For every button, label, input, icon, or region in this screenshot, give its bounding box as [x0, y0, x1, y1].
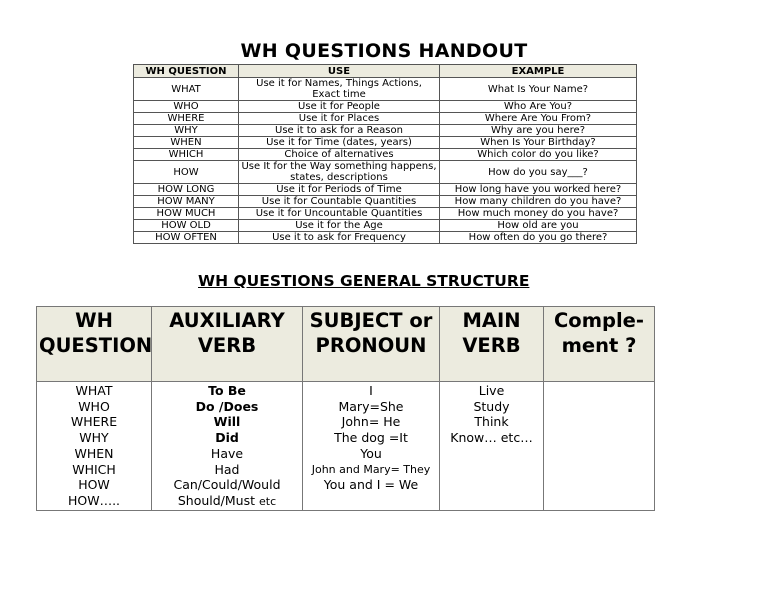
example-cell: Who Are You?	[440, 101, 637, 113]
main-verb	[442, 383, 541, 399]
table-row	[134, 149, 637, 161]
auxiliary-verb-text: To Be	[208, 383, 246, 398]
wh-word	[39, 383, 149, 399]
auxiliary-verb-text: Will	[213, 414, 241, 430]
example-cell: How many children do you have?	[440, 196, 637, 208]
wh-question-cell: HOW LONG	[134, 184, 239, 196]
wh-question-cell: HOW MANY	[134, 196, 239, 208]
wh-words-cell	[37, 382, 152, 511]
auxiliary-verb-text: Have	[210, 445, 244, 461]
wh-questions-use-table	[133, 64, 637, 244]
auxiliary-verb	[154, 399, 300, 415]
wh-question-cell: WHAT	[134, 78, 239, 101]
wh-word-text: HOW	[78, 477, 110, 493]
example-cell: Why are you here?	[440, 125, 637, 137]
table-row	[134, 161, 637, 184]
example-cell: When Is Your Birthday?	[440, 137, 637, 149]
wh-question-cell: WHICH	[134, 149, 239, 161]
auxiliary-verb	[154, 430, 300, 446]
complement-cell	[544, 382, 655, 511]
main-verbs-cell	[440, 382, 544, 511]
column-header-complement: Comple-ment ?	[544, 307, 655, 382]
table-row	[134, 137, 637, 149]
table-row	[134, 125, 637, 137]
table-row	[134, 196, 637, 208]
table-row	[134, 220, 637, 232]
subject-pronoun-text: John= He	[341, 414, 401, 430]
subject-pronoun-text: You	[360, 445, 382, 461]
wh-question-cell: WHERE	[134, 113, 239, 125]
auxiliaries-cell	[152, 382, 303, 511]
auxiliary-verb	[154, 477, 300, 493]
wh-question-cell: HOW OFTEN	[134, 232, 239, 244]
table-header-row	[134, 65, 637, 78]
subject-pronoun	[305, 414, 437, 430]
use-cell: Use it for Periods of Time	[239, 184, 440, 196]
subjects-cell	[303, 382, 440, 511]
wh-question-cell: WHY	[134, 125, 239, 137]
use-cell: Choice of alternatives	[239, 149, 440, 161]
column-header-auxiliary-verb: AUXILIARY VERB	[152, 307, 303, 382]
main-verb-text: Study	[473, 398, 510, 414]
example-cell: What Is Your Name?	[440, 78, 637, 101]
subject-pronoun	[305, 399, 437, 415]
subject-pronoun	[305, 383, 437, 399]
column-header-wh-question: WH QUESTION	[37, 307, 152, 382]
use-cell: Use It for the Way something happens, states, descriptions	[239, 161, 440, 184]
wh-word-text: WHAT	[75, 383, 113, 398]
wh-word-text: WHERE	[70, 414, 118, 430]
column-header-use: USE	[239, 65, 440, 78]
use-cell: Use it for the Age	[239, 220, 440, 232]
wh-word	[39, 446, 149, 462]
auxiliary-verb	[154, 414, 300, 430]
auxiliary-verb-text: Should/Must	[177, 492, 256, 508]
wh-word	[39, 477, 149, 493]
table-row	[37, 382, 655, 511]
wh-word-text: WHO	[78, 398, 110, 414]
table-row	[134, 208, 637, 220]
example-cell: How long have you worked here?	[440, 184, 637, 196]
wh-word	[39, 414, 149, 430]
subject-pronoun	[305, 430, 437, 446]
main-verb	[442, 399, 541, 415]
auxiliary-verb-suffix: etc	[259, 494, 277, 508]
main-verb	[442, 414, 541, 430]
subject-pronoun-text: I	[369, 383, 373, 398]
wh-word-text: WHY	[79, 430, 109, 446]
wh-structure-table	[36, 306, 655, 511]
wh-word	[39, 493, 149, 509]
subject-pronoun	[305, 446, 437, 462]
auxiliary-verb	[154, 446, 300, 462]
use-cell: Use it for Names, Things Actions, Exact time	[239, 78, 440, 101]
column-header-example: EXAMPLE	[440, 65, 637, 78]
subject-pronoun-text: Mary=She	[338, 398, 404, 414]
wh-word-text: HOW…..	[67, 492, 121, 508]
auxiliary-verb	[154, 462, 300, 478]
main-verb-text: Know… etc…	[450, 430, 533, 446]
column-header-main-verb: MAIN VERB	[440, 307, 544, 382]
wh-question-cell: HOW	[134, 161, 239, 184]
use-cell: Use it for Places	[239, 113, 440, 125]
wh-question-cell: WHEN	[134, 137, 239, 149]
auxiliary-verb-text: Do /Does	[195, 398, 259, 414]
wh-word	[39, 399, 149, 415]
table-row	[134, 113, 637, 125]
example-cell: Which color do you like?	[440, 149, 637, 161]
wh-word	[39, 430, 149, 446]
table-row	[134, 101, 637, 113]
use-cell: Use it to ask for Frequency	[239, 232, 440, 244]
handout-title: WH QUESTIONS HANDOUT	[240, 40, 528, 62]
use-cell: Use it for Uncountable Quantities	[239, 208, 440, 220]
table-header-row	[37, 307, 655, 382]
subject-pronoun-text: The dog =It	[334, 430, 408, 446]
auxiliary-verb	[154, 493, 300, 510]
column-header-wh-question: WH QUESTION	[134, 65, 239, 78]
table-row	[134, 232, 637, 244]
subject-pronoun	[305, 477, 437, 493]
main-verb-text: Think	[474, 414, 509, 430]
auxiliary-verb	[154, 383, 300, 399]
subject-pronoun-text: John and Mary= They	[311, 462, 431, 476]
use-cell: Use it for Time (dates, years)	[239, 137, 440, 149]
auxiliary-verb-text: Can/Could/Would	[173, 477, 281, 493]
wh-word-text: WHICH	[72, 461, 116, 477]
example-cell: How much money do you have?	[440, 208, 637, 220]
wh-question-cell: HOW OLD	[134, 220, 239, 232]
auxiliary-verb-text: Had	[214, 461, 240, 477]
use-cell: Use it for People	[239, 101, 440, 113]
use-cell: Use it for Countable Quantities	[239, 196, 440, 208]
main-verb	[442, 430, 541, 446]
wh-word	[39, 462, 149, 478]
subject-pronoun	[305, 462, 437, 478]
table-row	[134, 78, 637, 101]
auxiliary-verb-text: Did	[215, 430, 239, 446]
column-header-subject: SUBJECT or PRONOUN	[303, 307, 440, 382]
structure-title: WH QUESTIONS GENERAL STRUCTURE	[198, 272, 530, 290]
table-row	[134, 184, 637, 196]
use-cell: Use it to ask for a Reason	[239, 125, 440, 137]
wh-question-cell: HOW MUCH	[134, 208, 239, 220]
wh-question-cell: WHO	[134, 101, 239, 113]
example-cell: How often do you go there?	[440, 232, 637, 244]
example-cell: Where Are You From?	[440, 113, 637, 125]
subject-pronoun-text: You and I = We	[323, 477, 419, 493]
main-verb-text: Live	[478, 383, 505, 398]
example-cell: How old are you	[440, 220, 637, 232]
wh-word-text: WHEN	[74, 445, 114, 461]
example-cell: How do you say___?	[440, 161, 637, 184]
